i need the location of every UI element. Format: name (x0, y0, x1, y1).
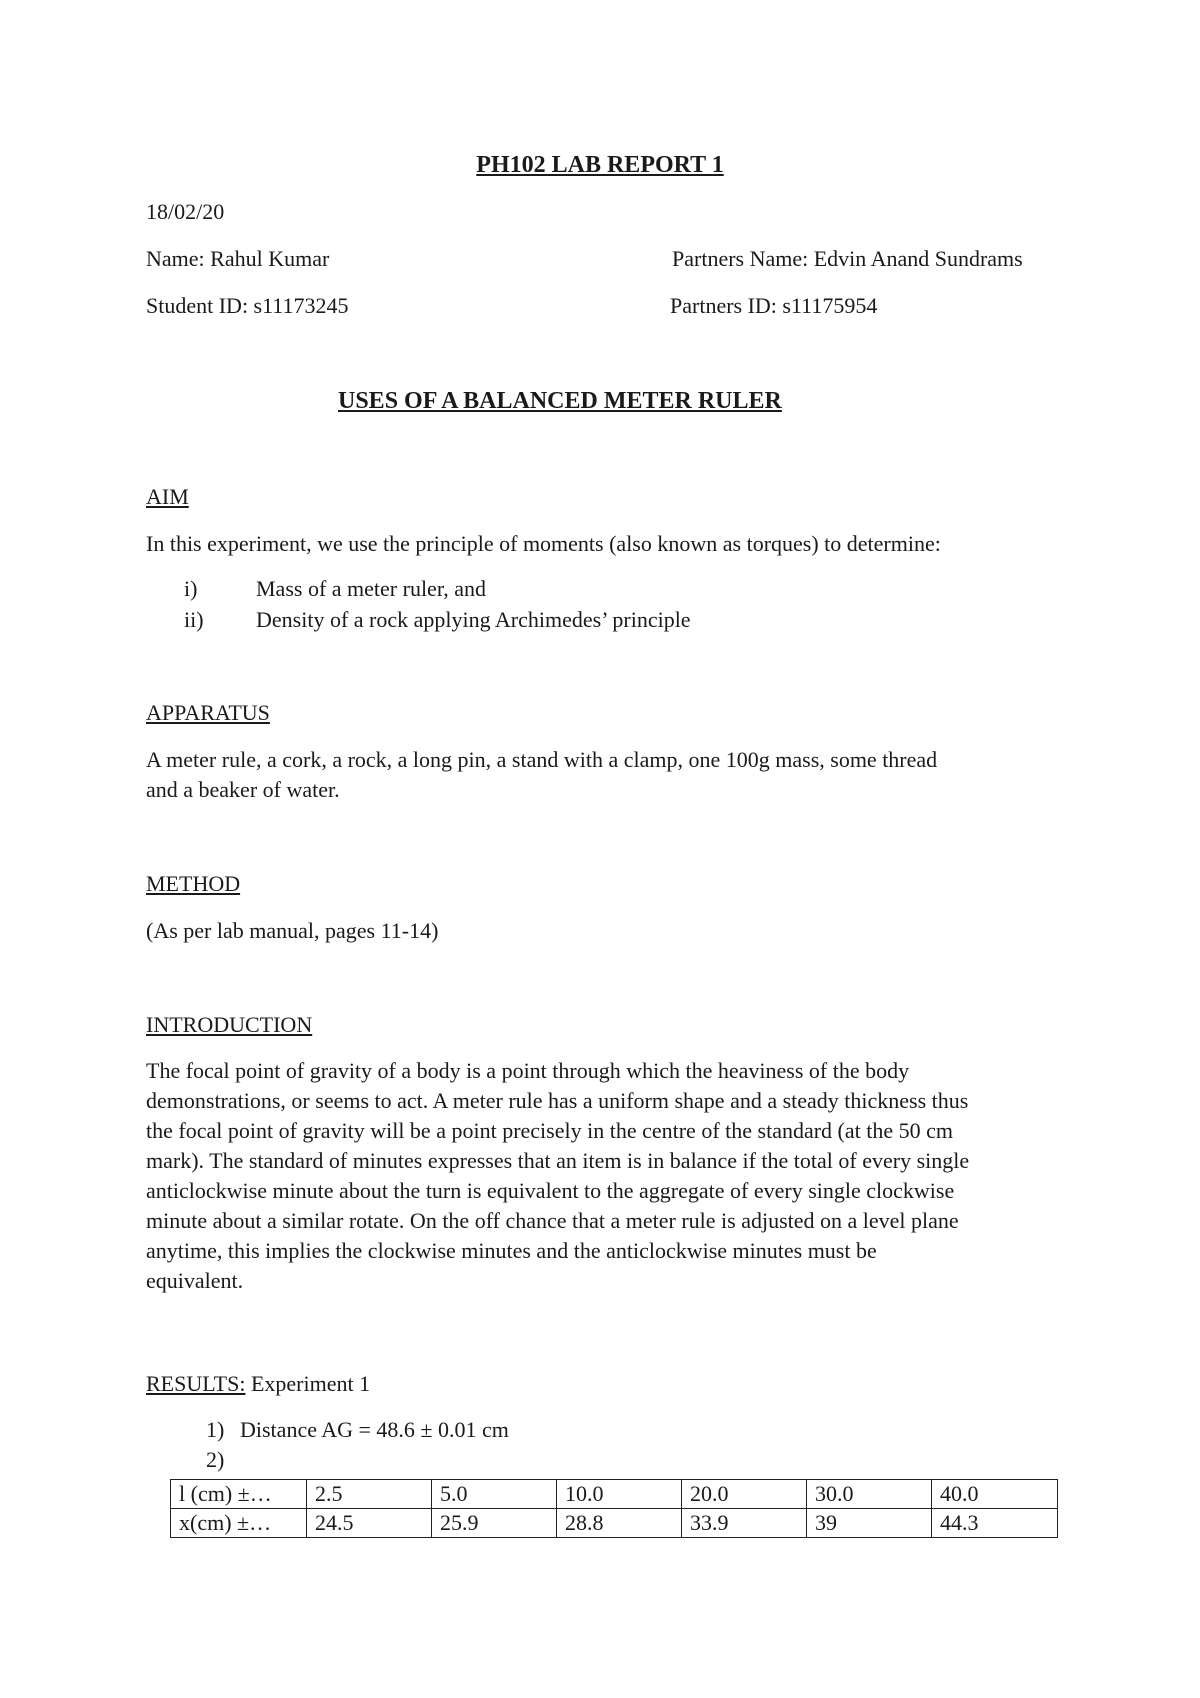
results-item-1-text: Distance AG = 48.6 ± 0.01 cm (240, 1417, 509, 1442)
results-table (170, 1479, 1058, 1538)
introduction-paragraph (146, 1056, 1076, 1296)
introduction-line: demonstrations, or seems to act. A meter rule has a uniform shape and a steady thickness thus (146, 1088, 969, 1113)
results-heading: RESULTS: (146, 1371, 246, 1396)
method-text: (As per lab manual, pages 11-14) (146, 918, 439, 943)
introduction-line: anticlockwise minute about the turn is equivalent to the aggregate of every single clockwise (146, 1178, 955, 1203)
aim-heading: AIM (146, 484, 189, 509)
apparatus-paragraph (146, 745, 1076, 805)
introduction-line: the focal point of gravity will be a point precisely in the centre of the standard (at the 50 cm (146, 1118, 954, 1143)
results-item-2-marker: 2) (206, 1447, 225, 1472)
table-row-label: x(cm) ±… (171, 1509, 307, 1538)
introduction-line: minute about a similar rotate. On the off chance that a meter rule is adjusted on a level plane (146, 1208, 959, 1233)
table-cell: 10.0 (557, 1480, 682, 1509)
introduction-line: mark). The standard of minutes expresses that an item is in balance if the total of every single (146, 1148, 970, 1173)
report-date: 18/02/20 (146, 199, 225, 224)
results-subheading: Experiment 1 (245, 1371, 371, 1396)
partner-id: Partners ID: s11175954 (670, 293, 878, 318)
introduction-heading: INTRODUCTION (146, 1012, 313, 1037)
introduction-line: The focal point of gravity of a body is a point through which the heaviness of the body (146, 1058, 910, 1083)
apparatus-heading: APPARATUS (146, 700, 270, 725)
table-cell: 25.9 (432, 1509, 557, 1538)
table-cell: 44.3 (932, 1509, 1058, 1538)
introduction-line: equivalent. (146, 1268, 244, 1293)
table-cell: 28.8 (557, 1509, 682, 1538)
apparatus-line: and a beaker of water. (146, 777, 340, 802)
partner-name: Partners Name: Edvin Anand Sundrams (672, 246, 1023, 271)
method-heading: METHOD (146, 871, 241, 896)
apparatus-line: A meter rule, a cork, a rock, a long pin, a stand with a clamp, one 100g mass, some thread (146, 747, 938, 772)
experiment-title: USES OF A BALANCED METER RULER (338, 388, 782, 414)
results-item-1-marker: 1) (206, 1417, 225, 1442)
student-id: Student ID: s11173245 (146, 293, 349, 318)
table-row (171, 1509, 1058, 1538)
introduction-line: anytime, this implies the clockwise minutes and the anticlockwise minutes must be (146, 1238, 877, 1263)
table-cell: 39 (807, 1509, 932, 1538)
table-cell: 5.0 (432, 1480, 557, 1509)
table-cell: 40.0 (932, 1480, 1058, 1509)
aim-item-2-marker: ii) (184, 607, 204, 632)
table-cell: 33.9 (682, 1509, 807, 1538)
table-cell: 20.0 (682, 1480, 807, 1509)
report-title: PH102 LAB REPORT 1 (476, 152, 724, 178)
table-cell: 24.5 (307, 1509, 432, 1538)
aim-intro: In this experiment, we use the principle of moments (also known as torques) to determine: (146, 531, 941, 556)
aim-item-1-marker: i) (184, 576, 198, 601)
aim-item-1-text: Mass of a meter ruler, and (256, 576, 487, 601)
table-row (171, 1480, 1058, 1509)
table-cell: 30.0 (807, 1480, 932, 1509)
table-cell: 2.5 (307, 1480, 432, 1509)
aim-item-2-text: Density of a rock applying Archimedes’ principle (256, 607, 691, 632)
student-name: Name: Rahul Kumar (146, 246, 330, 271)
results-header (146, 1369, 370, 1399)
table-row-label: l (cm) ±… (171, 1480, 307, 1509)
